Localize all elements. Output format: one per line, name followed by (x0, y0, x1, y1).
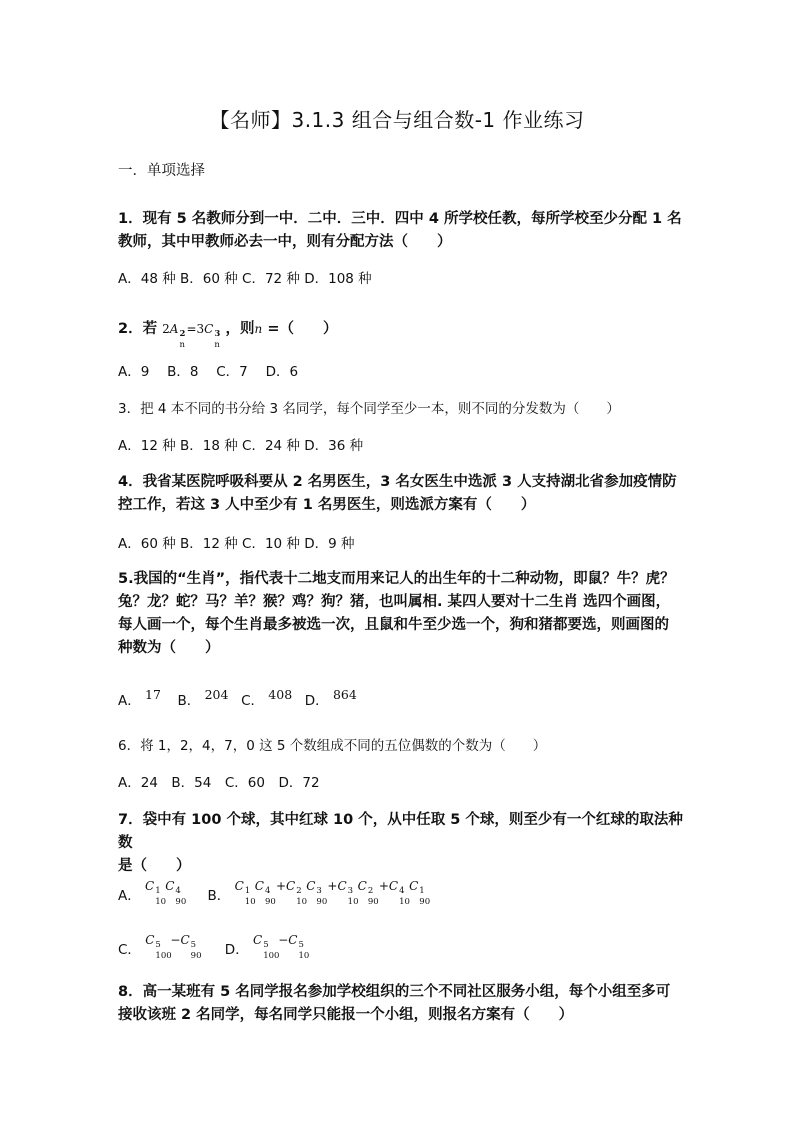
comb-sub: 90 (264, 897, 276, 907)
q7-option-d-formula (253, 933, 310, 961)
plus-sign: + (327, 879, 338, 893)
question-4 (118, 471, 688, 517)
comb-sup: 3 (316, 886, 322, 896)
question-2-equation (162, 322, 225, 350)
comb-sup: 1 (419, 886, 425, 896)
comb-sup: 5 (190, 940, 197, 950)
question-2-n: n (254, 322, 263, 336)
comb-sub: 90 (419, 897, 431, 907)
minus-sign: − (278, 933, 289, 947)
comb-C: C (234, 879, 244, 893)
comb-sub: 10 (244, 897, 256, 907)
question-5-line-2: 兔？龙？蛇？马？羊？猴？鸡？狗？猪，也叫属相. 某四人要对十二生肖 选四个画图， (118, 594, 671, 610)
q7-option-a-formula (145, 879, 189, 907)
question-1-line-1: 1．现有 5 名教师分到一中．二中．三中．四中 4 所学校任教，每所学校至少分配 1 名 (118, 211, 682, 227)
question-6-options: A．24 B．54 C．60 D．72 (118, 775, 320, 791)
comb-C: C (145, 933, 155, 947)
eq-C-sub: n (214, 340, 220, 350)
minus-sign: − (170, 933, 181, 947)
question-2-suffix: =（ ） (267, 321, 338, 337)
eq-coef-2: 2 (162, 322, 170, 336)
question-7-line-2: 是（ ） (118, 858, 191, 874)
eq-C-sup: 3 (214, 329, 221, 339)
q7-option-a-label: A． (118, 888, 141, 904)
question-5-line-1: 5.我国的“生肖”，指代表十二地支而用来记人的出生年的十二种动物，即鼠？牛？虎？ (118, 571, 675, 587)
comb-C: C (388, 879, 399, 893)
question-5-line-4: 种数为（ ） (118, 640, 220, 656)
comb-sub: 10 (347, 897, 359, 907)
comb-sub: 10 (399, 897, 410, 907)
question-8-line-2: 接收该班 2 名同学，每名同学只能报一个小组，则报名方案有（ ） (118, 1007, 574, 1023)
question-2 (118, 318, 688, 350)
q5-option-d-value: 864 (332, 687, 357, 702)
q7-option-c-label: C． (118, 942, 141, 958)
comb-C: C (165, 879, 175, 893)
plus-sign: + (275, 879, 287, 893)
eq-C: C (204, 322, 214, 336)
question-7-options-cd (118, 933, 688, 961)
question-3-options: A．12 种 B．18 种 C．24 种 D．36 种 (118, 438, 364, 454)
q5-option-c-label: C． (241, 693, 264, 709)
comb-C: C (337, 879, 347, 893)
q7-option-d-label: D． (224, 942, 249, 958)
question-2-prefix: 2．若 (118, 321, 158, 337)
comb-sup: 5 (298, 940, 304, 950)
comb-sub: 90 (367, 897, 379, 907)
comb-C: C (409, 879, 419, 893)
comb-sup: 4 (175, 886, 181, 896)
question-7-options-ab (118, 879, 688, 907)
question-4-line-1: 4．我省某医院呼吸科要从 2 名男医生，3 名女医生中选派 3 人支持湖北省参加疫情防 (118, 474, 677, 490)
comb-C: C (254, 879, 264, 893)
comb-C: C (180, 933, 190, 947)
question-5-line-3: 每人画一个，每个生肖最多被选一次，且鼠和牛至少选一个，狗和猪都要选，则画图的 (118, 617, 669, 633)
comb-C: C (288, 933, 298, 947)
question-8-line-1: 8．高一某班有 5 名同学报名参加学校组织的三个不同社区服务小组，每个小组至多可 (118, 984, 671, 1000)
comb-sub: 10 (298, 951, 310, 961)
comb-sup: 1 (155, 886, 161, 896)
comb-C: C (145, 879, 155, 893)
comb-sub: 90 (175, 897, 187, 907)
q5-option-b-value: 204 (204, 687, 229, 702)
question-5-options (118, 689, 688, 713)
question-8 (118, 981, 688, 1027)
page-title: 【名师】3.1.3 组合与组合数-1 作业练习 (209, 108, 585, 132)
comb-sub: 100 (263, 951, 280, 961)
comb-sub: 10 (155, 897, 167, 907)
q5-option-c-value: 408 (268, 687, 293, 702)
comb-sup: 2 (296, 886, 302, 896)
q5-option-d-label: D． (304, 693, 329, 709)
comb-C: C (357, 879, 367, 893)
q7-option-c-formula (145, 933, 204, 961)
eq-A-sub: n (179, 340, 185, 350)
question-4-line-2: 控工作，若这 3 人中至少有 1 名男医生，则选派方案有（ ） (118, 497, 536, 513)
question-4-options: A．60 种 B．12 种 C．10 种 D．9 种 (118, 536, 355, 552)
eq-equals: = (186, 322, 197, 336)
question-5 (118, 568, 688, 660)
q5-option-a-value: 17 (145, 687, 161, 702)
eq-coef-3: 3 (196, 322, 205, 336)
comb-sup: 3 (347, 886, 354, 896)
question-2-options: A．9 B．8 C．7 D．6 (118, 364, 299, 380)
comb-C: C (286, 879, 296, 893)
eq-A-sup: 2 (179, 329, 186, 339)
question-3: 3．把 4 本不同的书分给 3 名同学，每个同学至少一本，则不同的分发数为（ ） (118, 401, 620, 417)
comb-sup: 5 (263, 940, 269, 950)
comb-sub: 90 (316, 897, 328, 907)
comb-sup: 4 (264, 886, 271, 896)
comb-sub: 10 (296, 897, 308, 907)
comb-sup: 4 (399, 886, 405, 896)
comb-sup: 1 (244, 886, 251, 896)
eq-A: A (169, 322, 179, 336)
question-6: 6．将 1，2，4，7，0 这 5 个数组成不同的五位偶数的个数为（ ） (118, 738, 547, 754)
q7-option-b-formula (234, 879, 431, 907)
comb-sup: 5 (155, 940, 161, 950)
question-1-line-2: 教师，其中甲教师必去一中，则有分配方法（ ） (118, 234, 452, 250)
comb-sub: 90 (190, 951, 202, 961)
question-7 (118, 809, 688, 878)
q7-option-b-label: B． (207, 888, 231, 904)
q5-option-b-label: B． (177, 693, 201, 709)
comb-C: C (253, 933, 263, 947)
plus-sign: + (378, 879, 389, 893)
comb-sub: 100 (155, 951, 172, 961)
question-7-line-1: 7．袋中有 100 个球，其中红球 10 个，从中任取 5 个球，则至少有一个红球的取法种数 (118, 812, 683, 851)
question-1-options: A．48 种 B．60 种 C．72 种 D．108 种 (118, 271, 372, 287)
comb-C: C (306, 879, 316, 893)
q5-option-a-label: A． (118, 693, 141, 709)
comb-sup: 2 (367, 886, 374, 896)
section-heading: 一．单项选择 (118, 163, 205, 179)
question-1 (118, 208, 688, 254)
question-2-middle: ，则 (225, 321, 255, 337)
